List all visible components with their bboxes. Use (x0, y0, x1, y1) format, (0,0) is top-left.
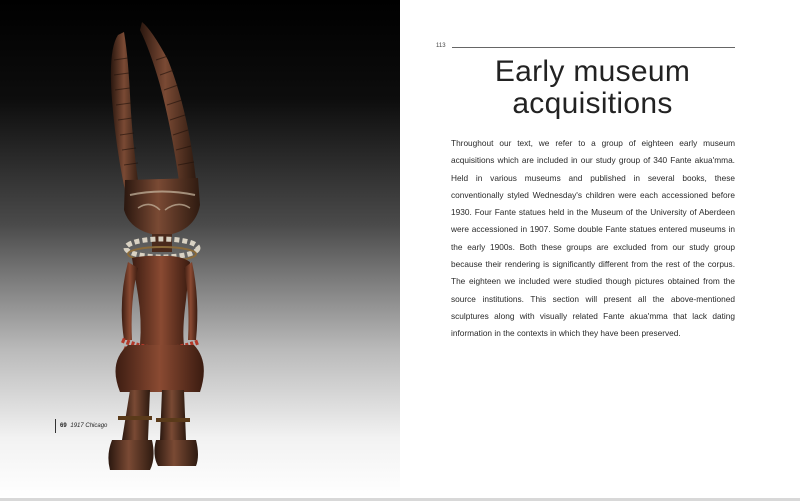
right-page (400, 0, 800, 498)
left-page (0, 0, 400, 498)
title-line-2: acquisitions (512, 87, 673, 120)
left-arm (122, 262, 138, 340)
title-line-1: Early museum (494, 55, 691, 88)
left-horn (111, 32, 140, 195)
page-title (440, 56, 745, 120)
figure-caption (55, 419, 107, 433)
body-paragraph: Throughout our text, we refer to a group of eighteen early museum acquisitions which are included in our study group of 340 Fante akua'mma. Held in various museums and published in several books, these conventionally styled Wednesday's children were each accessioned before 1930. Four Fante statues held in the Museum of the University of Aberdeen were accessioned in 1907. Some double Fante statues entered museums in the early 1900s. Both these groups are excluded from our study group because their rendering is significantly different from the rest of the corpus. The eighteen we included were studied though pictures obtained from the source institutions. This section will present all the above-mentioned sculptures along with visually related Fante akua'mma that lack dating information in the contexts in which they have been preserved. (451, 138, 735, 339)
right-foot (154, 440, 198, 466)
left-leg (122, 390, 150, 440)
left-foot (108, 440, 153, 470)
torso (132, 256, 190, 345)
hips (116, 345, 204, 392)
right-arm (184, 262, 197, 340)
figure-number: 69 (60, 423, 67, 429)
figure-caption-text: 1917 Chicago (70, 423, 108, 429)
page-number: 113 (436, 43, 446, 49)
header-rule (452, 47, 735, 48)
right-leg (160, 390, 186, 440)
